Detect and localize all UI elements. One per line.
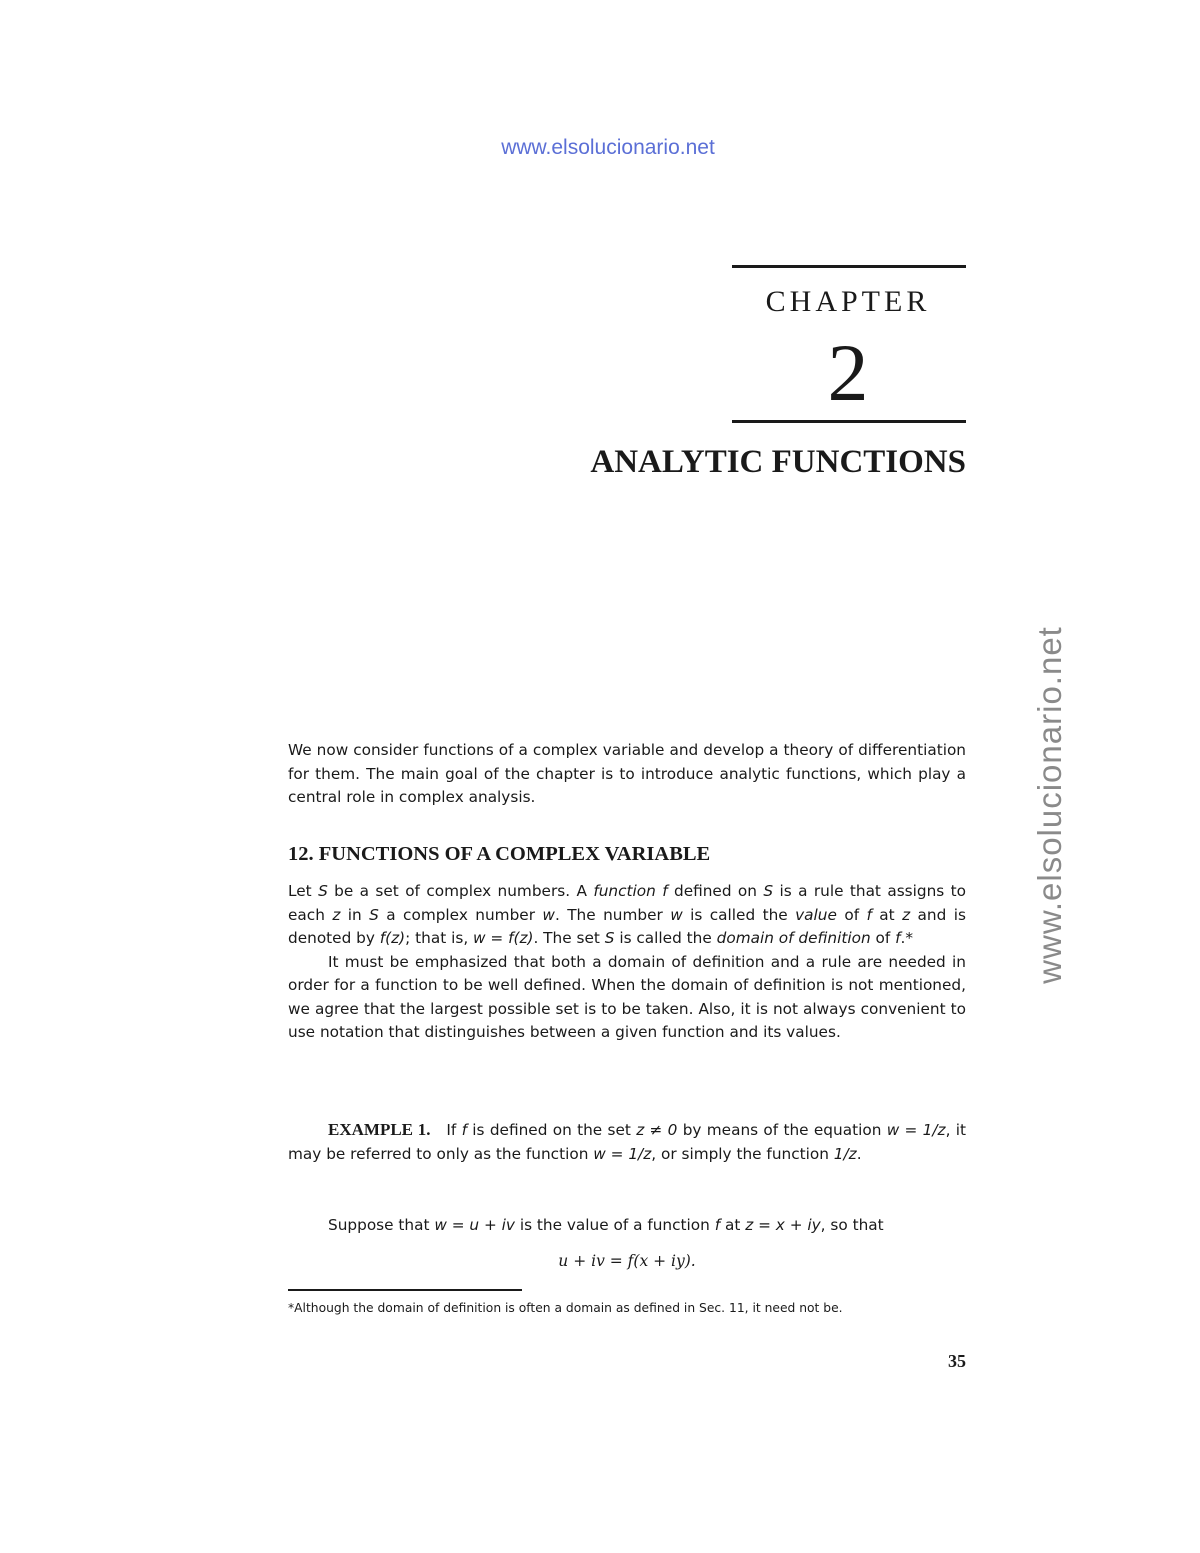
term-domain-of-definition: domain of definition xyxy=(716,929,871,947)
chapter-rule-top xyxy=(732,265,966,268)
intro-text: We now consider functions of a complex variable and develop a theory of differentiation for them. The main goal of the chapter is to introduce analytic functions, which play a central role in complex analysis. xyxy=(288,741,966,806)
watermark-side: www.elsolucionario.net xyxy=(1031,626,1068,984)
chapter-rule-bottom xyxy=(732,420,966,423)
display-equation: u + iv = f(x + iy). xyxy=(558,1252,696,1270)
chapter-title: ANALYTIC FUNCTIONS xyxy=(590,444,966,480)
chapter-label: CHAPTER xyxy=(765,285,931,318)
emphasis-paragraph: It must be emphasized that both a domain of definition and a rule are needed in order for a function to be well defined. When the domain of definition is not mentioned, we agree that the largest possible set is to be taken. Also, it is not always convenient to use notation that distinguishes between a given function and its values. xyxy=(288,952,966,1041)
footnote-rule xyxy=(288,1289,522,1291)
suppose-paragraph: Suppose that w = u + iv is the value of a function f at z = x + iy, so that xyxy=(328,1216,884,1234)
watermark-top: www.elsolucionario.net xyxy=(501,136,715,159)
intro-paragraph xyxy=(288,739,966,810)
example-paragraph: EXAMPLE 1. If f is defined on the set z ≠ 0 by means of the equation w = 1/z, it may be referred to only as the function w = 1/z, or simply the function 1/z. xyxy=(288,1120,966,1163)
definition-paragraph: Let S be a set of complex numbers. A function f defined on S is a rule that assigns to each z in S a complex number w. The number w is called the value of f at z and is denoted by f(z); that is, w = f(z). The set S is called the domain of definition of f.* xyxy=(288,882,966,947)
section-body xyxy=(288,880,966,1045)
page-number: 35 xyxy=(948,1351,966,1371)
section-heading: 12. FUNCTIONS OF A COMPLEX VARIABLE xyxy=(288,843,711,865)
example-block xyxy=(288,1118,966,1166)
term-function: function xyxy=(593,882,656,900)
term-value: value xyxy=(795,905,837,924)
chapter-number: 2 xyxy=(827,327,869,418)
footnote: *Although the domain of definition is often a domain as defined in Sec. 11, it need not be. xyxy=(288,1301,843,1315)
example-label: EXAMPLE 1. xyxy=(328,1120,431,1139)
